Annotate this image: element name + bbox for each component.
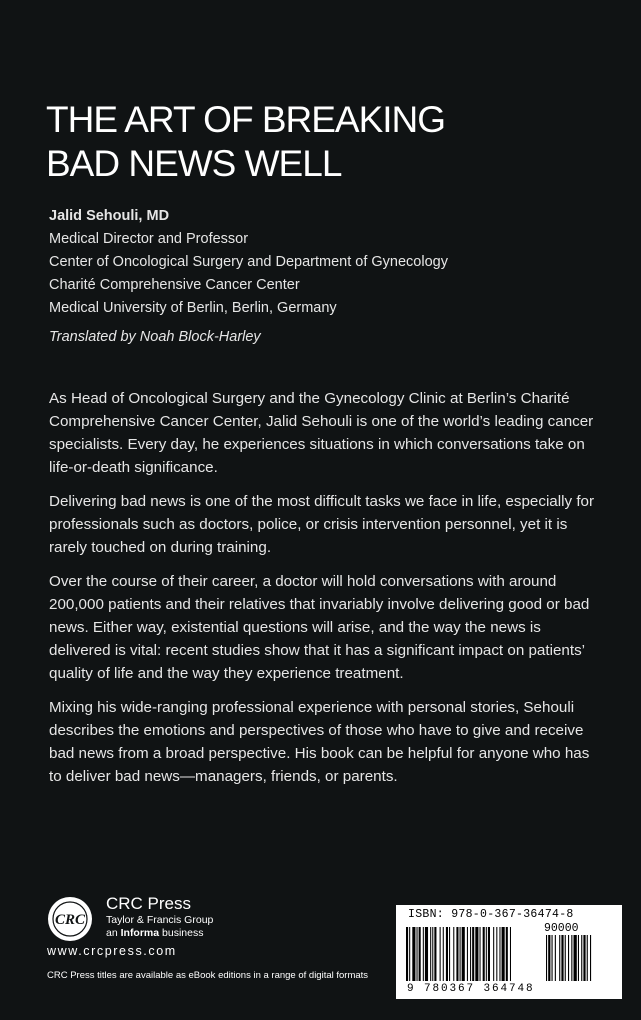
publisher-url: www.crcpress.com — [47, 944, 177, 958]
ebook-note: CRC Press titles are available as eBook editions in a range of digital formats — [47, 970, 369, 981]
publisher-informa — [106, 927, 213, 940]
blurb-paragraph: Over the course of their career, a doctor will hold conversations with around 200,000 patients and their relatives that invariably involve delivering good or bad news. Either way, existential questions will arise, and the way the news is delivered is vital: recent studies show that it has a significant impact on patients’ quality of life and the way they experience treatment. — [49, 573, 590, 682]
affiliation-line: Charité Comprehensive Cancer Center — [49, 277, 300, 293]
publisher-info — [106, 894, 213, 940]
publisher-name: CRC Press — [106, 894, 192, 913]
barcode-bars-icon — [406, 927, 612, 983]
logo-text: CRC — [54, 912, 86, 928]
blurb — [49, 387, 605, 799]
crc-logo-icon — [47, 896, 93, 942]
publisher-group: Taylor & Francis Group — [106, 914, 214, 926]
author-name: Jalid Sehouli, MD — [49, 208, 170, 224]
book-title — [46, 98, 606, 186]
blurb-paragraph: Delivering bad news is one of the most difficult tasks we face in life, especially for professionals such as doctors, police, or crisis intervention personnel, yet it is rarely touched on during training. — [49, 493, 595, 556]
affiliation-line: Center of Oncological Surgery and Department of Gynecology — [49, 254, 448, 270]
blurb-paragraph: Mixing his wide-ranging professional experience with personal stories, Sehouli describes the emotions and perspectives of those who have to give and receive bad news from a broad perspective. His book can be helpful for anyone who has to deliver bad news—managers, friends, or parents. — [49, 699, 590, 785]
author-block — [49, 205, 609, 320]
barcode-box — [396, 905, 622, 999]
isbn-text: ISBN: 978-0-367-36474-8 — [408, 908, 574, 921]
affiliation-line: Medical University of Berlin, Berlin, Germany — [49, 300, 337, 316]
barcode-digits: 9 780367 364748 — [407, 983, 535, 995]
blurb-paragraph: As Head of Oncological Surgery and the Gynecology Clinic at Berlin’s Charité Comprehensive Cancer Center, Jalid Sehouli is one of the world’s leading cancer specialists. Every day, he experiences situations in which conversations take on life-or-death significance. — [49, 390, 594, 476]
informa-prefix: an — [106, 927, 121, 939]
informa-suffix: business — [159, 927, 204, 939]
title-line-1: THE ART OF BREAKING — [46, 99, 446, 140]
translator-credit: Translated by Noah Block-Harley — [49, 329, 261, 345]
price-code: 90000 — [544, 922, 579, 935]
informa-bold: Informa — [120, 927, 160, 939]
affiliation-line: Medical Director and Professor — [49, 231, 249, 247]
title-line-2: BAD NEWS WELL — [46, 143, 342, 184]
